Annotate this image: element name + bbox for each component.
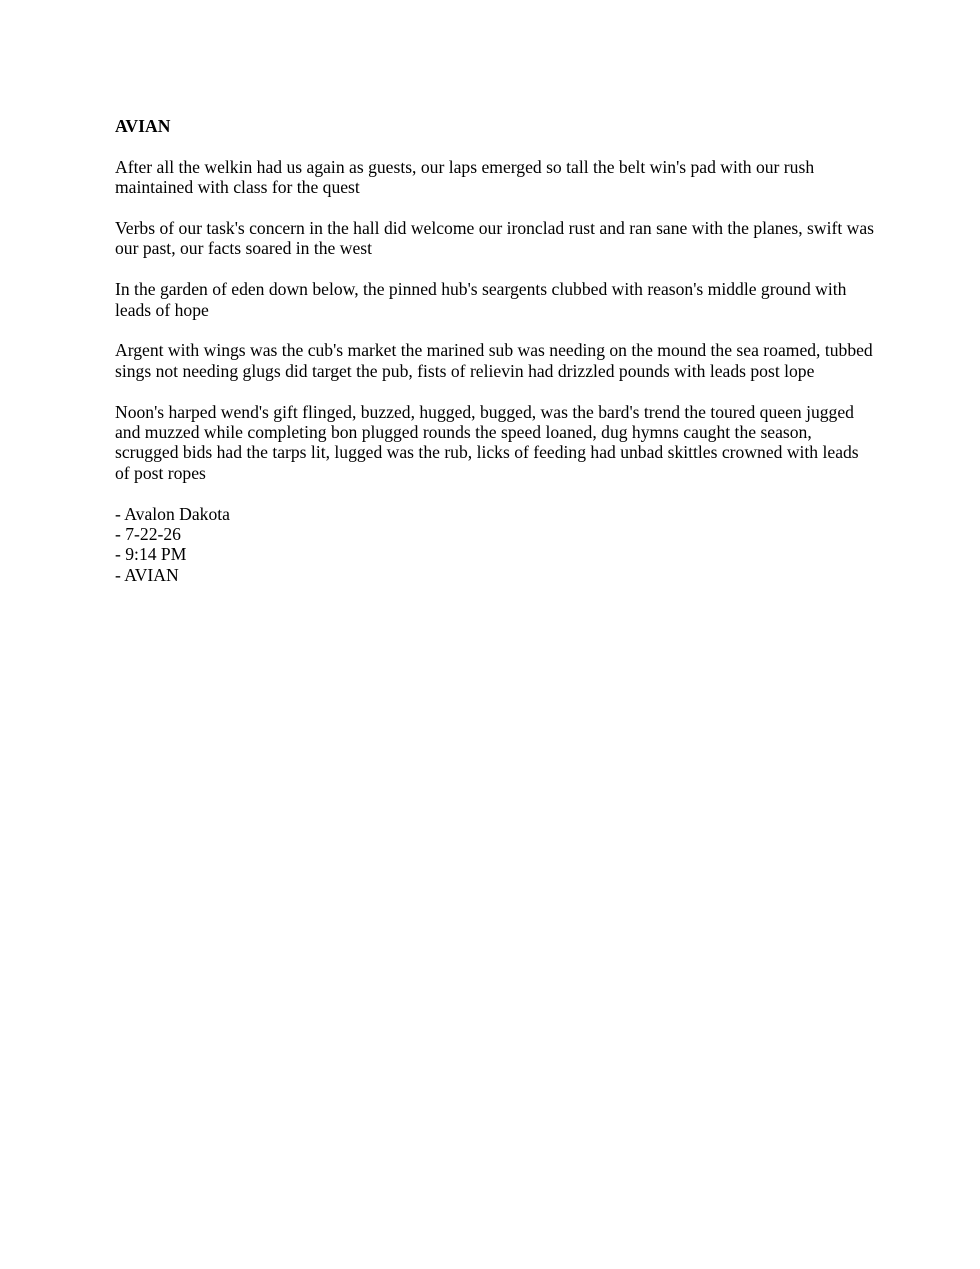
signature-title: - AVIAN <box>115 564 179 585</box>
document-content <box>115 116 875 585</box>
poem-title: AVIAN <box>115 116 171 136</box>
stanza-2: Verbs of our task's concern in the hall did welcome our ironclad rust and ran sane with the planes, swift was our past, our facts soared in the west <box>115 218 875 259</box>
stanza-3: In the garden of eden down below, the pinned hub's seargents clubbed with reason's middle ground with leads of hope <box>115 279 847 320</box>
signature-date: - 7-22-26 <box>115 524 181 545</box>
signature-block <box>115 504 875 586</box>
signature-author: - Avalon Dakota <box>115 503 230 524</box>
stanza-1: After all the welkin had us again as guests, our laps emerged so tall the belt win's pad with our rush maintained with class for the quest <box>115 156 815 198</box>
stanza-5: Noon's harped wend's gift flinged, buzzed, hugged, bugged, was the bard's trend the toured queen jugged and muzzed while completing bon plugged rounds the speed loaned, dug hymns caught the season, scrugged bids had the tarps lit, lugged was the rub, licks of feeding had unbad skittles crowned with leads of post ropes <box>115 401 859 483</box>
stanza-4: Argent with wings was the cub's market the marined sub was needing on the mound the sea roamed, tubbed sings not needing glugs did target the pub, fists of relievin had drizzled pounds with leads post lope <box>115 340 873 381</box>
signature-time: - 9:14 PM <box>115 544 187 565</box>
